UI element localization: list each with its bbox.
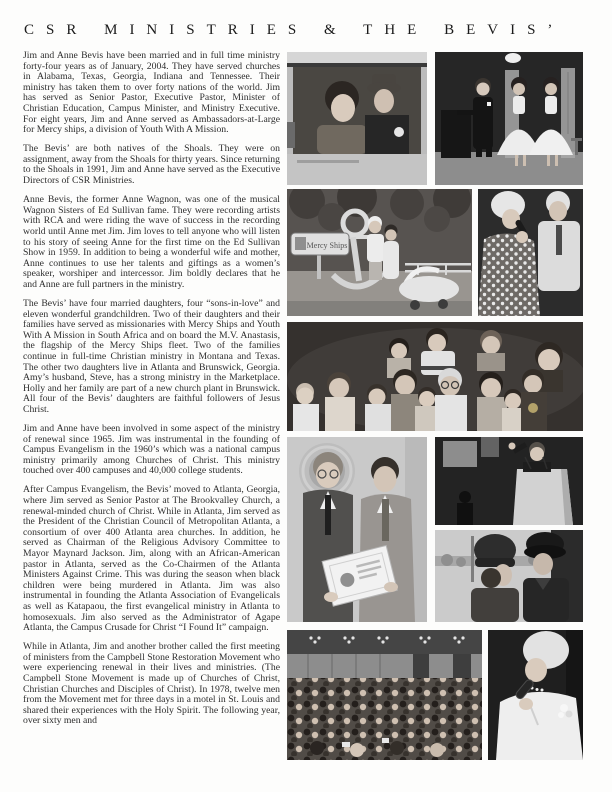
photo-winter-couple — [435, 530, 583, 622]
ed-sullivan-face — [477, 83, 490, 96]
photo-podium-speaker — [435, 437, 583, 525]
family-illustration — [287, 322, 583, 431]
man-left-face — [316, 462, 340, 488]
article-paragraph: Anne Bevis, the former Anne Wagnon, was one of the musical Wagnon Sisters of Ed Sullivan fame. They were recording artists with RCA and were riding the wave of success in the recording world until Anne met Jim. Jim loves to tell anyone who will listen to his story of seeing Anne for the first time on the Ed Sullivan Show in 1959. In addition to being a wonderful wife and mother, Anne continues to use her talents and giftings as a women’s speaker, worshiper and intercessor. Jim boldly declares that he and Anne are full partners in the ministry. — [23, 194, 280, 290]
jim-face — [374, 89, 394, 113]
jim-face — [549, 201, 567, 221]
article-paragraph: Jim and Anne have been involved in some aspect of the ministry of renewal since 1965. Jim was instrumental in the founding of Campus Evangelism in the 1960’s which was a national campus ministry primarily among Churches of Christ. This ministry touched over 400 campuses and 40,000 college students. — [23, 423, 280, 477]
photo-ed-sullivan — [435, 52, 583, 185]
proclamation-illustration — [287, 437, 427, 622]
article-paragraph: The Bevis’ are both natives of the Shoals. They were on assignment, away from the Shoals for thirty years. Since returning to the Shoals in 1991, Jim and Anne have served as the Executive Directors of CSR Ministries. — [23, 143, 280, 187]
crowd-illustration — [287, 630, 482, 760]
article-paragraph: Jim and Anne Bevis have been married and in full time ministry forty-four years as of January, 2004. They have served churches in Alabama, Texas, Georgia, Indiana and Tennessee. Their ministry has taken them to over forty nations of the world. Jim has served as Senior Pastor, Executive Pastor, Minister of Christian Education, Campus Minister, and Ministry Executive. For eight years, Jim and Anne served as Ambassadors-at-Large for Mercy ships, a division of Youth With A Mission. — [23, 50, 280, 136]
anne-face — [525, 658, 547, 682]
pram — [399, 276, 459, 302]
man-right-face — [374, 466, 397, 492]
photo-mercy-ships — [287, 189, 472, 316]
ed-sullivan-illustration — [435, 52, 583, 185]
jim-face — [369, 221, 381, 233]
photo-anne-white — [488, 630, 583, 760]
right-person-face — [533, 553, 553, 575]
podium-illustration — [435, 437, 583, 525]
patterned-dress — [478, 233, 540, 316]
article-paragraph: The Bevis’ have four married daughters, four “sons-in-love” and eleven wonderful grandchildren. Two of their daughters and their families have served as missionaries with Mercy Ships and Youth With A Mission in South Africa and on board the M.V. Anastasis, the flagship of the Mercy Ships fleet. Two of the families continue in full-time Christian ministry in Montana and Texas. The other two daughters live in Atlanta and Brunswick, Georgia. Amy’s husband, Steve, has a strong ministry in the Marketplace. Holly and her family are part of a new church plant in Brunswick. All four of the Bevis’ daughters are faithful followers of Jesus Christ. — [23, 297, 280, 415]
anne-white-illustration — [488, 630, 583, 760]
article-text — [23, 51, 280, 736]
photo-family-group — [287, 322, 583, 431]
article-paragraph: After Campus Evangelism, the Bevis’ moved to Atlanta, Georgia, where Jim served as Senior Pastor at The Brookvalley Church, a renewal-minded church of Christ. While in Atlanta, Jim served as the President of the Christian Council of Metropolitan Atlanta, a consortium of over 400 Atlanta area churches. In addition, he served as Chairman of the Religious Advisory Committee to Mayor Maynard Jackson. Jim, along with an African-American pastor in Atlanta, served as the Co-Chairmen of the Atlanta Ministers Against Crime. This was during the season when black children were being murdered in Atlanta. Jim was also instrumental in founding the Atlanta Association of Evangelicals as well as Katapaou, the first evangelical ministry in Atlanta to homosexuals. Jim also served as the Administrator of Agape Atlanta, the Campus Crusade for Christ “I Found It” campaign. — [23, 484, 280, 634]
mercy-ships-illustration — [287, 189, 472, 316]
photo-proclamation — [287, 437, 427, 622]
photo-car-couple — [287, 52, 427, 185]
white-jacket — [496, 692, 583, 760]
page-title: CSR MINISTRIES & THE BEVIS’ — [24, 22, 565, 38]
car-couple-illustration — [287, 52, 427, 185]
winter-illustration — [435, 530, 583, 622]
mercy-ships-sign-text: Mercy Ships — [306, 241, 348, 250]
photo-conference-crowd — [287, 630, 482, 760]
speaker-face — [530, 447, 544, 461]
photo-anne-singing — [478, 189, 583, 316]
anne-singing-illustration — [478, 189, 583, 316]
article-paragraph: While in Atlanta, Jim and another brother called the first meeting of ministers from the Campbell Stone Restoration Movement who were experiencing renewal in their lives and ministries. (The Campbell Stone Movement is made up of Churches of Christ, Christian Churches and Disciples of Christ). In 1978, twelve men from the Movement met for three days in a motel in St. Louis and shared their experiences with the Holy Spirit. The following year, over sixty men and — [23, 641, 280, 727]
anne-face — [331, 94, 355, 122]
anne-face — [385, 229, 396, 240]
banner — [443, 441, 477, 467]
